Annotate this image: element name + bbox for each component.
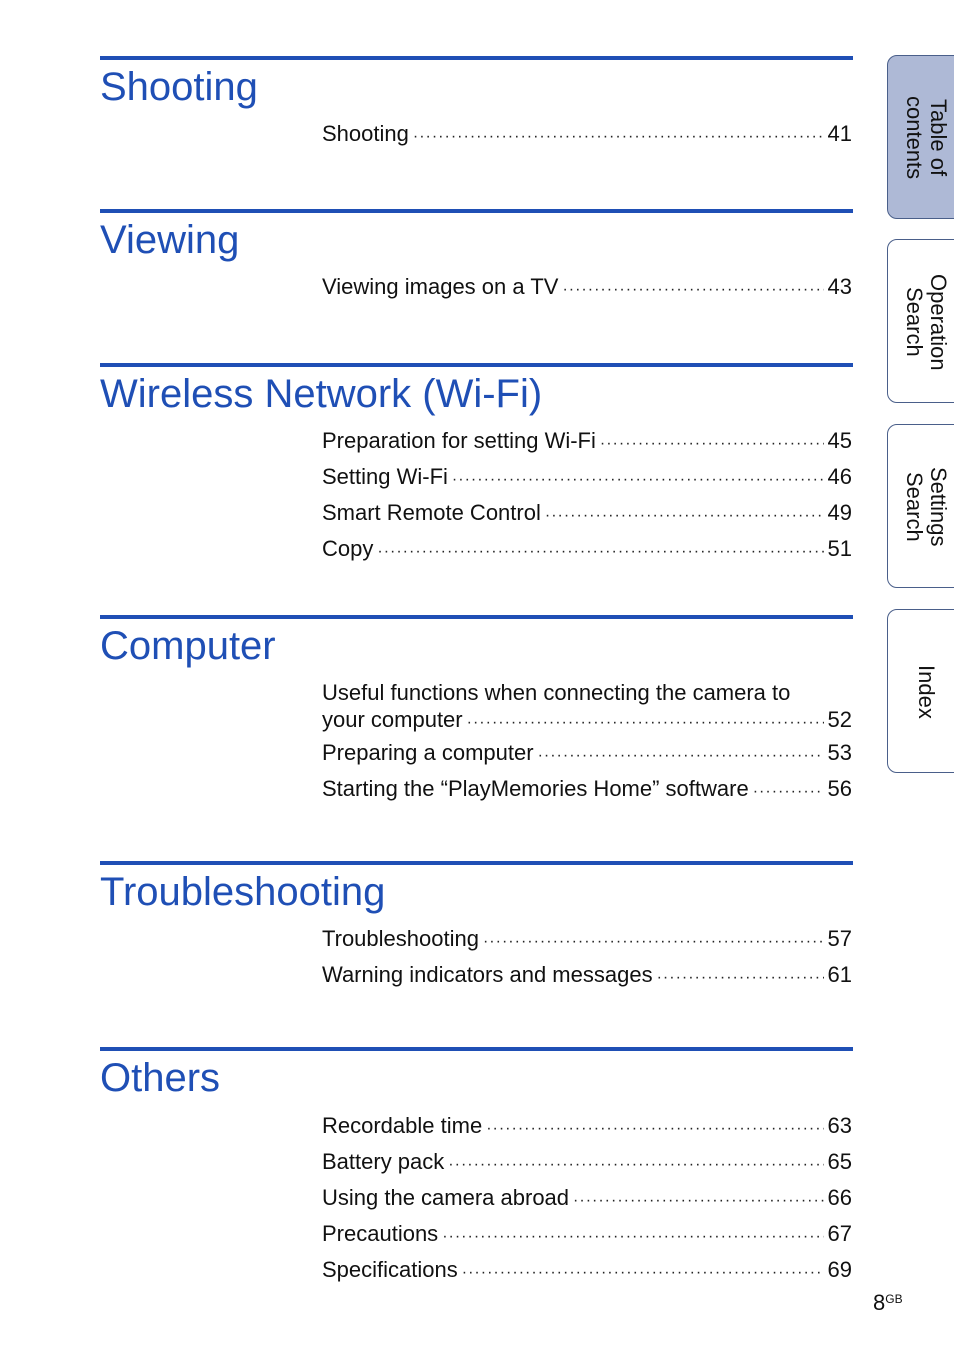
leader-dots	[753, 775, 824, 808]
leader-dots	[600, 427, 824, 460]
page-number	[873, 1290, 903, 1316]
section-title: Shooting	[100, 65, 258, 109]
section-title: Wireless Network (Wi-Fi)	[100, 372, 543, 416]
tab-label: Table of contents	[902, 96, 951, 180]
entry-label: Troubleshooting	[322, 926, 479, 951]
toc-entry[interactable]	[322, 922, 852, 958]
section-rule	[100, 209, 853, 213]
entry-page: 46	[827, 464, 852, 489]
toc-entry[interactable]	[322, 460, 852, 496]
tab-operation-search[interactable]	[887, 239, 954, 403]
section-troubleshooting	[100, 861, 853, 915]
entry-page: 53	[827, 740, 852, 765]
entry-page: 49	[827, 500, 852, 525]
entries-troubleshooting	[322, 922, 852, 994]
toc-entry[interactable]	[322, 1145, 852, 1181]
section-rule	[100, 615, 853, 619]
leader-dots	[538, 739, 824, 772]
entries-viewing	[322, 270, 852, 306]
section-title: Computer	[100, 624, 276, 668]
toc-entry[interactable]	[322, 496, 852, 532]
tab-table-of-contents[interactable]	[887, 55, 954, 219]
entry-page: 61	[827, 962, 852, 987]
entries-computer	[322, 679, 852, 808]
toc-entry[interactable]	[322, 679, 852, 736]
section-computer	[100, 615, 853, 669]
toc-entry[interactable]	[322, 1253, 852, 1289]
leader-dots	[483, 925, 824, 958]
entry-label: Preparation for setting Wi-Fi	[322, 428, 596, 453]
entry-page: 66	[827, 1185, 852, 1210]
entry-label: Starting the “PlayMemories Home” software	[322, 776, 749, 801]
entries-others	[322, 1109, 852, 1289]
toc-entry[interactable]	[322, 1109, 852, 1145]
leader-dots	[562, 273, 823, 306]
section-others	[100, 1047, 853, 1101]
entry-page: 51	[827, 536, 852, 561]
entries-shooting	[322, 117, 852, 153]
toc-entry[interactable]	[322, 772, 852, 808]
toc-entry[interactable]	[322, 1181, 852, 1217]
entry-label: Copy	[322, 536, 374, 561]
leader-dots	[657, 961, 824, 994]
entry-page: 45	[827, 428, 852, 453]
toc-entry[interactable]	[322, 270, 852, 306]
entry-page: 52	[827, 707, 852, 732]
entries-wireless	[322, 424, 852, 568]
tab-label: Operation Search	[902, 273, 951, 371]
leader-dots	[467, 709, 824, 736]
section-title: Viewing	[100, 218, 240, 262]
page-number-suffix: GB	[885, 1292, 903, 1306]
leader-dots	[442, 1220, 823, 1253]
entry-label: Smart Remote Control	[322, 500, 541, 525]
entry-label: your computer	[322, 707, 463, 732]
entry-page: 69	[827, 1257, 852, 1282]
toc-entry[interactable]	[322, 958, 852, 994]
leader-dots	[452, 463, 824, 496]
entry-page: 57	[827, 926, 852, 951]
leader-dots	[545, 499, 824, 532]
entry-label: Using the camera abroad	[322, 1185, 570, 1210]
section-wireless-network	[100, 363, 853, 417]
toc-entry[interactable]	[322, 532, 852, 568]
tab-settings-search[interactable]	[887, 424, 954, 588]
toc-entry[interactable]	[322, 117, 852, 153]
entry-label: Shooting	[322, 121, 409, 146]
entry-label: Setting Wi-Fi	[322, 464, 448, 489]
tab-label: Settings Search	[902, 467, 951, 547]
leader-dots	[448, 1148, 823, 1181]
entry-label-line1: Useful functions when connecting the camera to	[322, 680, 791, 705]
leader-dots	[413, 120, 824, 153]
entry-label: Specifications	[322, 1257, 458, 1282]
leader-dots	[573, 1184, 823, 1217]
leader-dots	[462, 1256, 824, 1289]
entry-page: 63	[827, 1113, 852, 1138]
toc-entry[interactable]	[322, 736, 852, 772]
entry-label: Warning indicators and messages	[322, 962, 653, 987]
toc-entry[interactable]	[322, 424, 852, 460]
tab-label: Index	[914, 665, 939, 719]
entry-page: 56	[827, 776, 852, 801]
entry-label: Recordable time	[322, 1113, 483, 1138]
leader-dots	[486, 1112, 823, 1145]
entry-label: Viewing images on a TV	[322, 274, 559, 299]
tab-index[interactable]	[887, 609, 954, 773]
section-title: Troubleshooting	[100, 870, 386, 914]
section-shooting	[100, 56, 853, 110]
leader-dots	[377, 535, 823, 568]
section-rule	[100, 1047, 853, 1051]
section-rule	[100, 363, 853, 367]
page-number-value: 8	[873, 1290, 886, 1315]
entry-label: Preparing a computer	[322, 740, 534, 765]
toc-entry[interactable]	[322, 1217, 852, 1253]
entry-page: 43	[827, 274, 852, 299]
entry-label: Battery pack	[322, 1149, 445, 1174]
entry-line2	[322, 706, 852, 736]
section-viewing	[100, 209, 853, 263]
section-title: Others	[100, 1056, 221, 1100]
entry-page: 65	[827, 1149, 852, 1174]
section-rule	[100, 861, 853, 865]
section-rule	[100, 56, 853, 60]
entry-label: Precautions	[322, 1221, 439, 1246]
entry-page: 41	[827, 121, 852, 146]
entry-page: 67	[827, 1221, 852, 1246]
